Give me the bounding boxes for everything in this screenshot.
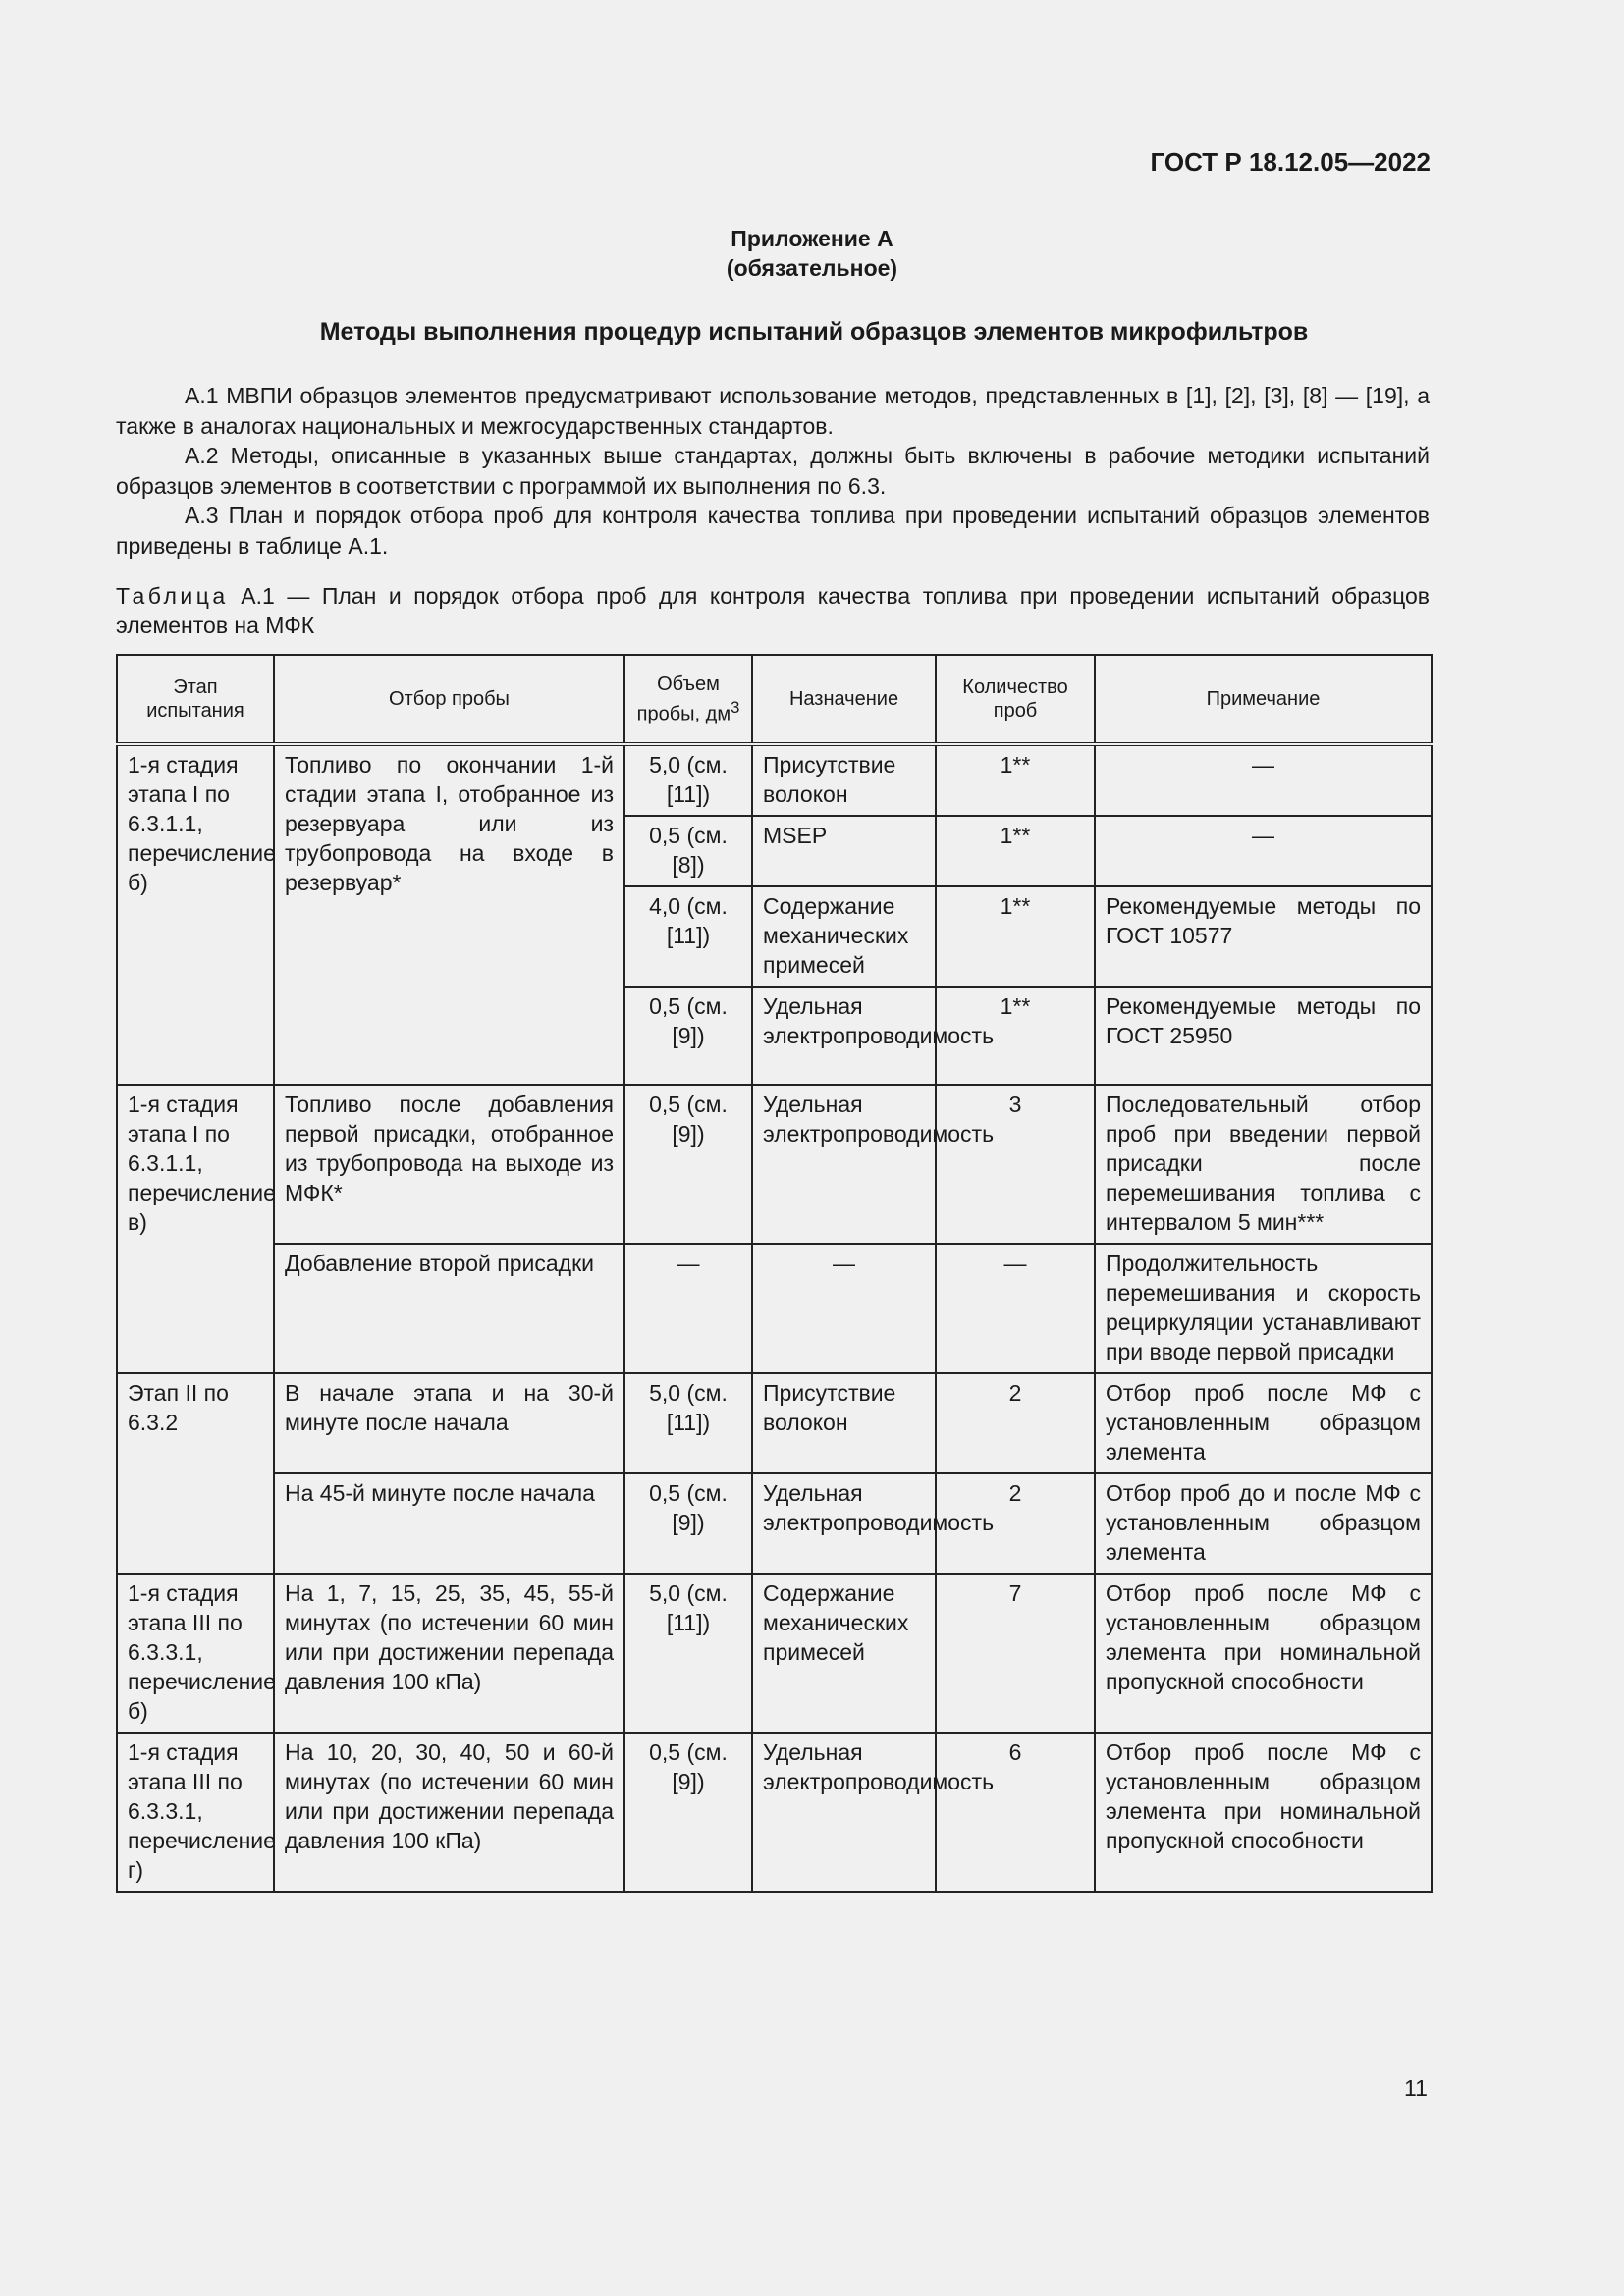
header-sample: Отбор пробы <box>274 655 624 744</box>
section-title: Методы выполнения процедур испытаний образцов элементов микрофильтров <box>319 318 1309 346</box>
cell-purpose: — <box>752 1244 936 1373</box>
cell-purpose: Присутствие волокон <box>752 1373 936 1473</box>
cell-sample: На 1, 7, 15, 25, 35, 45, 55-й минутах (по истечении 60 мин или при достижении перепада давления 100 кПа) <box>274 1574 624 1733</box>
header-volume <box>624 655 752 744</box>
cell-purpose: Удельная электропроводимость <box>752 1085 936 1244</box>
sampling-plan-table <box>116 654 1433 1893</box>
cell-note: Отбор проб после МФ с установленным образцом элемента при номинальной пропускной способности <box>1095 1574 1432 1733</box>
cell-note: — <box>1095 744 1432 816</box>
cell-note: — <box>1095 816 1432 886</box>
cell-count: 7 <box>936 1574 1095 1733</box>
table-row <box>117 1373 1432 1473</box>
cell-purpose: MSEP <box>752 816 936 886</box>
annex-title: Приложение А <box>731 226 893 251</box>
cell-volume: 0,5 (см. [9]) <box>624 1473 752 1574</box>
cell-count: — <box>936 1244 1095 1373</box>
cell-count: 1** <box>936 744 1095 816</box>
cell-volume: 0,5 (см. [9]) <box>624 1085 752 1244</box>
cell-count: 1** <box>936 987 1095 1085</box>
cell-sample: Топливо после добавления первой присадки, отобранное из трубопровода на выходе из МФК* <box>274 1085 624 1244</box>
cell-count: 2 <box>936 1473 1095 1574</box>
cell-stage: 1-я стадия этапа III по 6.3.3.1, перечисление б) <box>117 1574 274 1733</box>
table-caption-prefix: Таблица <box>116 583 229 609</box>
cell-volume: 0,5 (см. [9]) <box>624 1733 752 1892</box>
body-text <box>116 381 1430 561</box>
cell-count: 1** <box>936 816 1095 886</box>
cell-count: 1** <box>936 886 1095 987</box>
paragraph-a1: А.1 МВПИ образцов элементов предусматривают использование методов, представленных в [1], [2], [3], [8] — [19], а также в аналогах национальных и межгосударственных стандартов. <box>116 383 1430 439</box>
table-row <box>117 1574 1432 1733</box>
cell-note: Отбор проб до и после МФ с установленным образцом элемента <box>1095 1473 1432 1574</box>
cell-purpose: Удельная электропроводимость <box>752 987 936 1085</box>
cell-purpose: Содержание механических примесей <box>752 886 936 987</box>
cell-sample: В начале этапа и на 30-й минуте после начала <box>274 1373 624 1473</box>
cell-purpose: Удельная электропроводимость <box>752 1473 936 1574</box>
header-volume-text: Объем пробы, дм <box>636 672 731 725</box>
table-header-row <box>117 655 1432 744</box>
page-number: 11 <box>1404 2075 1428 2101</box>
cell-note: Продолжительность перемешивания и скорость рециркуляции устанавливают при вводе первой присадки <box>1095 1244 1432 1373</box>
table-row <box>117 1244 1432 1373</box>
header-purpose: Назначение <box>752 655 936 744</box>
cell-count: 2 <box>936 1373 1095 1473</box>
cell-volume: 5,0 (см. [11]) <box>624 744 752 816</box>
header-stage: Этап испытания <box>117 655 274 744</box>
cell-note: Отбор проб после МФ с установленным образцом элемента <box>1095 1373 1432 1473</box>
table-row <box>117 744 1432 816</box>
cell-volume: 4,0 (см. [11]) <box>624 886 752 987</box>
table-caption-text: А.1 — План и порядок отбора проб для контроля качества топлива при проведении испытаний образцов элементов на МФК <box>116 583 1430 638</box>
paragraph-a2: А.2 Методы, описанные в указанных выше стандартах, должны быть включены в рабочие методики испытаний образцов элементов в соответствии с программой их выполнения по 6.3. <box>116 443 1430 499</box>
cell-stage: 1-я стадия этапа I по 6.3.1.1, перечисление в) <box>117 1085 274 1373</box>
annex-heading <box>0 224 1624 283</box>
cell-note: Рекомендуемые методы по ГОСТ 25950 <box>1095 987 1432 1085</box>
header-note: Примечание <box>1095 655 1432 744</box>
cell-volume: 5,0 (см. [11]) <box>624 1373 752 1473</box>
cell-sample: Топливо по окончании 1-й стадии этапа I, отобранное из резервуара или из трубопровода на входе в резервуар* <box>274 744 624 1085</box>
header-count: Количество проб <box>936 655 1095 744</box>
cell-count: 6 <box>936 1733 1095 1892</box>
cell-volume: 5,0 (см. [11]) <box>624 1574 752 1733</box>
table-caption <box>116 581 1430 640</box>
cell-volume: 0,5 (см. [9]) <box>624 987 752 1085</box>
cell-volume: 0,5 (см. [8]) <box>624 816 752 886</box>
table-row <box>117 1085 1432 1244</box>
table-row <box>117 1473 1432 1574</box>
cell-purpose: Удельная электропроводимость <box>752 1733 936 1892</box>
table-row <box>117 1733 1432 1892</box>
standard-code: ГОСТ Р 18.12.05—2022 <box>1150 147 1431 177</box>
cell-count: 3 <box>936 1085 1095 1244</box>
cell-volume: — <box>624 1244 752 1373</box>
cell-note: Рекомендуемые методы по ГОСТ 10577 <box>1095 886 1432 987</box>
cell-stage: 1-я стадия этапа III по 6.3.3.1, перечисление г) <box>117 1733 274 1892</box>
cell-stage: Этап II по 6.3.2 <box>117 1373 274 1574</box>
header-volume-sup: 3 <box>731 697 740 717</box>
cell-sample: На 10, 20, 30, 40, 50 и 60-й минутах (по истечении 60 мин или при достижении перепада давления 100 кПа) <box>274 1733 624 1892</box>
cell-purpose: Присутствие волокон <box>752 744 936 816</box>
cell-stage: 1-я стадия этапа I по 6.3.1.1, перечисление б) <box>117 744 274 1085</box>
cell-note: Отбор проб после МФ с установленным образцом элемента при номинальной пропускной способности <box>1095 1733 1432 1892</box>
cell-sample: На 45-й минуте после начала <box>274 1473 624 1574</box>
paragraph-a3: А.3 План и порядок отбора проб для контроля качества топлива при проведении испытаний образцов элементов приведены в таблице А.1. <box>116 503 1430 559</box>
cell-note: Последовательный отбор проб при введении первой присадки после перемешивания топлива с интервалом 5 мин*** <box>1095 1085 1432 1244</box>
cell-purpose: Содержание механических примесей <box>752 1574 936 1733</box>
annex-status: (обязательное) <box>726 255 898 281</box>
cell-sample: Добавление второй присадки <box>274 1244 624 1373</box>
